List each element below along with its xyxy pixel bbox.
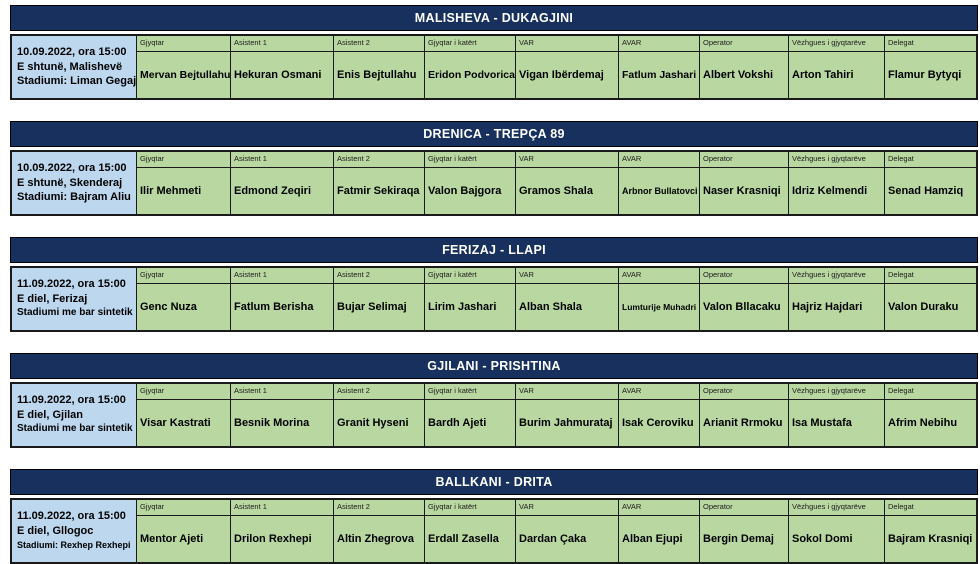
match-grid	[10, 266, 978, 332]
column-header-cell: Vëzhgues i gjyqtarëve	[789, 36, 884, 51]
column-header-cell: Operator	[700, 152, 788, 167]
official-name-cell: Valon Bllacaku	[700, 284, 788, 330]
official-name-cell: Mervan Bejtullahu	[137, 52, 230, 98]
column-header-cell: Asistent 2	[334, 268, 424, 283]
official-name-cell: Arbnor Bullatovci	[619, 168, 699, 214]
info-date-time: 11.09.2022, ora 15:00	[17, 394, 126, 407]
column-header-cell: Asistent 1	[231, 500, 333, 515]
info-date-time: 11.09.2022, ora 15:00	[17, 278, 126, 291]
column-header-cell: Delegat	[885, 268, 976, 283]
match-grid	[10, 498, 978, 564]
official-name-cell: Afrim Nebihu	[885, 400, 976, 446]
column-header-cell: Vëzhgues i gjyqtarëve	[789, 384, 884, 399]
match-grid	[10, 150, 978, 216]
match-info-panel	[12, 384, 136, 446]
info-stadium: Stadiumi me bar sintetik	[17, 307, 133, 319]
official-name-cell: Isa Mustafa	[789, 400, 884, 446]
column-header-cell: Operator	[700, 500, 788, 515]
info-day-city: E diel, Gllogoc	[17, 524, 94, 537]
official-name-cell: Fatlum Jashari	[619, 52, 699, 98]
official-name-cell: Visar Kastrati	[137, 400, 230, 446]
match-info-panel	[12, 268, 136, 330]
official-name-cell: Burim Jahmurataj	[516, 400, 618, 446]
official-name-cell: Hajriz Hajdari	[789, 284, 884, 330]
info-stadium: Stadiumi: Rexhep Rexhepi	[17, 540, 131, 551]
column-header-cell: Delegat	[885, 36, 976, 51]
info-date-time: 10.09.2022, ora 15:00	[17, 162, 127, 175]
match-title: FERIZAJ - LLAPI	[442, 243, 546, 257]
column-header-cell: Asistent 1	[231, 36, 333, 51]
column-header-cell: Asistent 2	[334, 384, 424, 399]
official-name-cell: Ilir Mehmeti	[137, 168, 230, 214]
column-header-cell: Gjyqtar	[137, 152, 230, 167]
official-name-cell: Bardh Ajeti	[425, 400, 515, 446]
info-day-city: E shtunë, Skenderaj	[17, 176, 123, 189]
column-header-cell: Operator	[700, 36, 788, 51]
column-header-cell: VAR	[516, 500, 618, 515]
column-header-cell: Gjyqtar	[137, 384, 230, 399]
match-title: BALLKANI - DRITA	[435, 475, 553, 489]
column-header-cell: Gjyqtar	[137, 500, 230, 515]
column-header-cell: AVAR	[619, 384, 699, 399]
official-name-cell: Genc Nuza	[137, 284, 230, 330]
column-header-cell: Asistent 2	[334, 36, 424, 51]
official-name-cell: Flamur Bytyqi	[885, 52, 976, 98]
info-stadium: Stadiumi: Liman Gegaj	[17, 75, 136, 88]
official-name-cell: Granit Hyseni	[334, 400, 424, 446]
official-name-cell: Isak Ceroviku	[619, 400, 699, 446]
column-header-cell: VAR	[516, 152, 618, 167]
official-name-cell: Sokol Domi	[789, 516, 884, 562]
column-header-cell: AVAR	[619, 268, 699, 283]
official-name-cell: Lirim Jashari	[425, 284, 515, 330]
column-header-cell: Vëzhgues i gjyqtarëve	[789, 152, 884, 167]
official-name-cell: Alban Shala	[516, 284, 618, 330]
official-name-cell: Albert Vokshi	[700, 52, 788, 98]
column-header-cell: Gjyqtar i katërt	[425, 384, 515, 399]
column-header-cell: Delegat	[885, 384, 976, 399]
column-header-cell: AVAR	[619, 36, 699, 51]
match-block	[10, 237, 978, 332]
column-header-cell: Asistent 1	[231, 152, 333, 167]
column-header-cell: VAR	[516, 268, 618, 283]
column-header-cell: Operator	[700, 268, 788, 283]
match-title: MALISHEVA - DUKAGJINI	[414, 11, 574, 25]
column-header-cell: Vëzhgues i gjyqtarëve	[789, 500, 884, 515]
match-title-bar	[10, 469, 978, 495]
official-name-cell: Naser Krasniqi	[700, 168, 788, 214]
column-header-cell: Gjyqtar i katërt	[425, 36, 515, 51]
match-info-panel	[12, 500, 136, 562]
match-grid	[10, 382, 978, 448]
column-header-cell: Delegat	[885, 152, 976, 167]
column-header-cell: Gjyqtar	[137, 268, 230, 283]
column-header-cell: VAR	[516, 36, 618, 51]
match-block	[10, 121, 978, 216]
official-name-cell: Vigan Ibërdemaj	[516, 52, 618, 98]
match-block	[10, 5, 978, 100]
match-grid	[10, 34, 978, 100]
official-name-cell: Edmond Zeqiri	[231, 168, 333, 214]
official-name-cell: Arton Tahiri	[789, 52, 884, 98]
column-header-cell: Gjyqtar	[137, 36, 230, 51]
match-title: DRENICA - TREPÇA 89	[423, 127, 565, 141]
official-name-cell: Valon Bajgora	[425, 168, 515, 214]
official-name-cell: Lumturije Muhadri	[619, 284, 699, 330]
match-title-bar	[10, 121, 978, 147]
official-name-cell: Fatlum Berisha	[231, 284, 333, 330]
official-name-cell: Altin Zhegrova	[334, 516, 424, 562]
column-header-cell: Gjyqtar i katërt	[425, 152, 515, 167]
column-header-cell: AVAR	[619, 152, 699, 167]
info-stadium: Stadiumi me bar sintetik	[17, 423, 133, 435]
info-day-city: E shtunë, Malishevë	[17, 60, 123, 73]
official-name-cell: Drilon Rexhepi	[231, 516, 333, 562]
match-block	[10, 353, 978, 448]
official-name-cell: Gramos Shala	[516, 168, 618, 214]
column-header-cell: Asistent 1	[231, 268, 333, 283]
info-stadium: Stadiumi: Bajram Aliu	[17, 191, 131, 204]
official-name-cell: Enis Bejtullahu	[334, 52, 424, 98]
column-header-cell: Asistent 1	[231, 384, 333, 399]
match-title-bar	[10, 353, 978, 379]
match-info-panel	[12, 152, 136, 214]
column-header-cell: Vëzhgues i gjyqtarëve	[789, 268, 884, 283]
column-header-cell: Asistent 2	[334, 500, 424, 515]
match-title-bar	[10, 237, 978, 263]
info-date-time: 10.09.2022, ora 15:00	[17, 46, 127, 59]
official-name-cell: Dardan Çaka	[516, 516, 618, 562]
match-title-bar	[10, 5, 978, 31]
official-name-cell: Senad Hamziq	[885, 168, 976, 214]
column-header-cell: Delegat	[885, 500, 976, 515]
official-name-cell: Erdall Zasella	[425, 516, 515, 562]
column-header-cell: Operator	[700, 384, 788, 399]
official-name-cell: Fatmir Sekiraqa	[334, 168, 424, 214]
official-name-cell: Hekuran Osmani	[231, 52, 333, 98]
info-date-time: 11.09.2022, ora 15:00	[17, 510, 126, 523]
official-name-cell: Mentor Ajeti	[137, 516, 230, 562]
official-name-cell: Alban Ejupi	[619, 516, 699, 562]
info-day-city: E diel, Ferizaj	[17, 292, 88, 305]
column-header-cell: VAR	[516, 384, 618, 399]
official-name-cell: Bujar Selimaj	[334, 284, 424, 330]
official-name-cell: Eridon Podvorica	[425, 52, 515, 98]
column-header-cell: AVAR	[619, 500, 699, 515]
official-name-cell: Arianit Rrmoku	[700, 400, 788, 446]
official-name-cell: Besnik Morina	[231, 400, 333, 446]
column-header-cell: Asistent 2	[334, 152, 424, 167]
official-name-cell: Valon Duraku	[885, 284, 976, 330]
official-name-cell: Bergin Demaj	[700, 516, 788, 562]
official-name-cell: Bajram Krasniqi	[885, 516, 976, 562]
info-day-city: E diel, Gjilan	[17, 408, 84, 421]
official-name-cell: Idriz Kelmendi	[789, 168, 884, 214]
match-title: GJILANI - PRISHTINA	[427, 359, 561, 373]
match-block	[10, 469, 978, 564]
column-header-cell: Gjyqtar i katërt	[425, 268, 515, 283]
column-header-cell: Gjyqtar i katërt	[425, 500, 515, 515]
match-info-panel	[12, 36, 136, 98]
